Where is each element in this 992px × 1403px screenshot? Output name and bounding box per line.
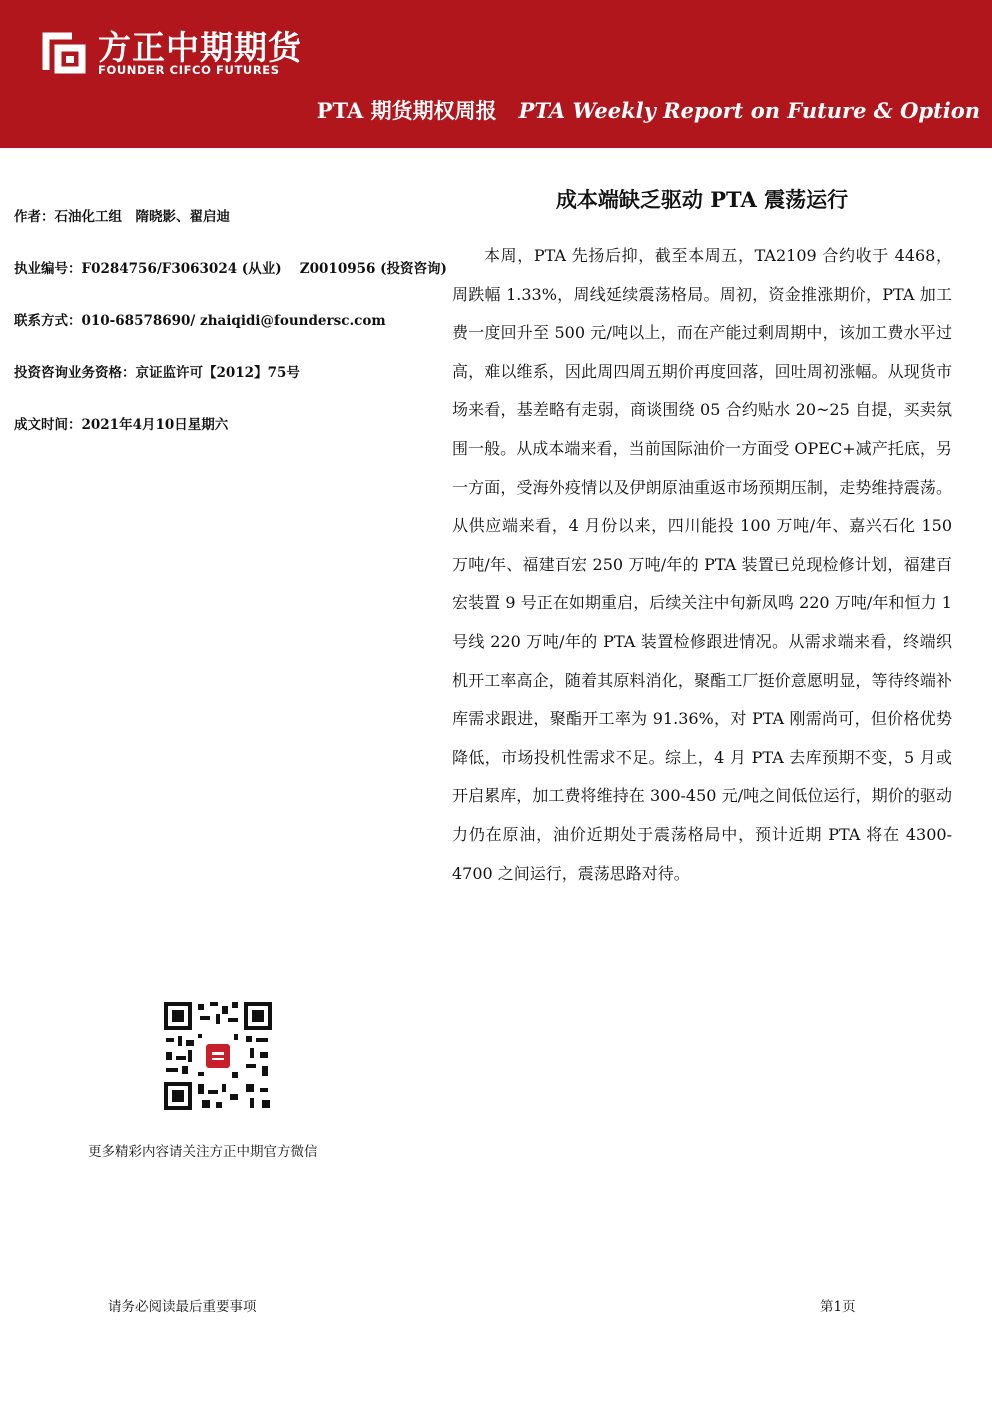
author-info — [14, 205, 447, 465]
report-title — [317, 95, 980, 125]
qualification-line: 投资咨询业务资格：京证监许可【2012】75号 — [14, 365, 300, 381]
date-line: 成文时间：2021年4月10日星期六 — [14, 417, 229, 433]
footer-notice: 请务必阅读最后重要事项 — [108, 1299, 257, 1315]
brand-name-en: FOUNDER CIFCO FUTURES — [98, 63, 280, 77]
page-number: 第1页 — [820, 1299, 856, 1315]
founder-logo-icon — [40, 26, 88, 76]
qr-caption: 更多精彩内容请关注方正中期官方微信 — [88, 1144, 318, 1160]
contact-line: 联系方式：010-68578690/ zhaiqidi@foundersc.com — [14, 313, 386, 329]
article-title: 成本端缺乏驱动 PTA 震荡运行 — [555, 187, 849, 212]
wechat-qr-code-icon — [162, 1000, 274, 1112]
article-body: 本周，PTA 先扬后抑，截至本周五，TA2109 合约收于 4468，周跌幅 1.33%，周线延续震荡格局。周初，资金推涨期价，PTA 加工费一度回升至 500 元/吨以上，而在产能过剩周期中，该加工费水平过高，难以维系，因此周四周五期价再度回落，回吐周初涨幅。从现货市场来看，基差略有走弱，商谈围绕 05 合约贴水 20~25 自提，买卖氛围一般。从成本端来看，当前国际油价一方面受 OPEC+减产托底，另一方面，受海外疫情以及伊朗原油重返市场预期压制，走势维持震荡。从供应端来看，4 月份以来，四川能投 100 万吨/年、嘉兴石化 150 万吨/年、福建百宏 250 万吨/年的 PTA 装置已兑现检修计划，福建百宏装置 9 号正在如期重启，后续关注中旬新凤鸣 220 万吨/年和恒力 1 号线 220 万吨/年的 PTA 装置检修跟进情况。从需求端来看，终端织机开工率高企，随着其原料消化，聚酯工厂挺价意愿明显，等待终端补库需求跟进，聚酯开工率为 91.36%，对 PTA 刚需尚可，但价格优势降低，市场投机性需求不足。综上，4 月 PTA 去库预期不变，5 月或开启累库，加工费将维持在 300-450 元/吨之间低位运行，期价的驱动力仍在原油，油价近期处于震荡格局中，预计近期 PTA 将在 4300-4700 之间运行，震荡思路对待。 — [452, 246, 952, 883]
brand-name-cn: 方正中期期货 — [98, 28, 302, 67]
page-header — [0, 0, 992, 148]
author-line: 作者：石油化工组 隋晓影、翟启迪 — [14, 209, 230, 225]
report-title-cn: PTA 期货期权周报 — [316, 98, 497, 123]
license-line: 执业编号：F0284756/F3063024 (从业) Z0010956 (投资咨询) — [14, 261, 447, 277]
report-title-en: PTA Weekly Report on Future & Option — [518, 98, 980, 123]
